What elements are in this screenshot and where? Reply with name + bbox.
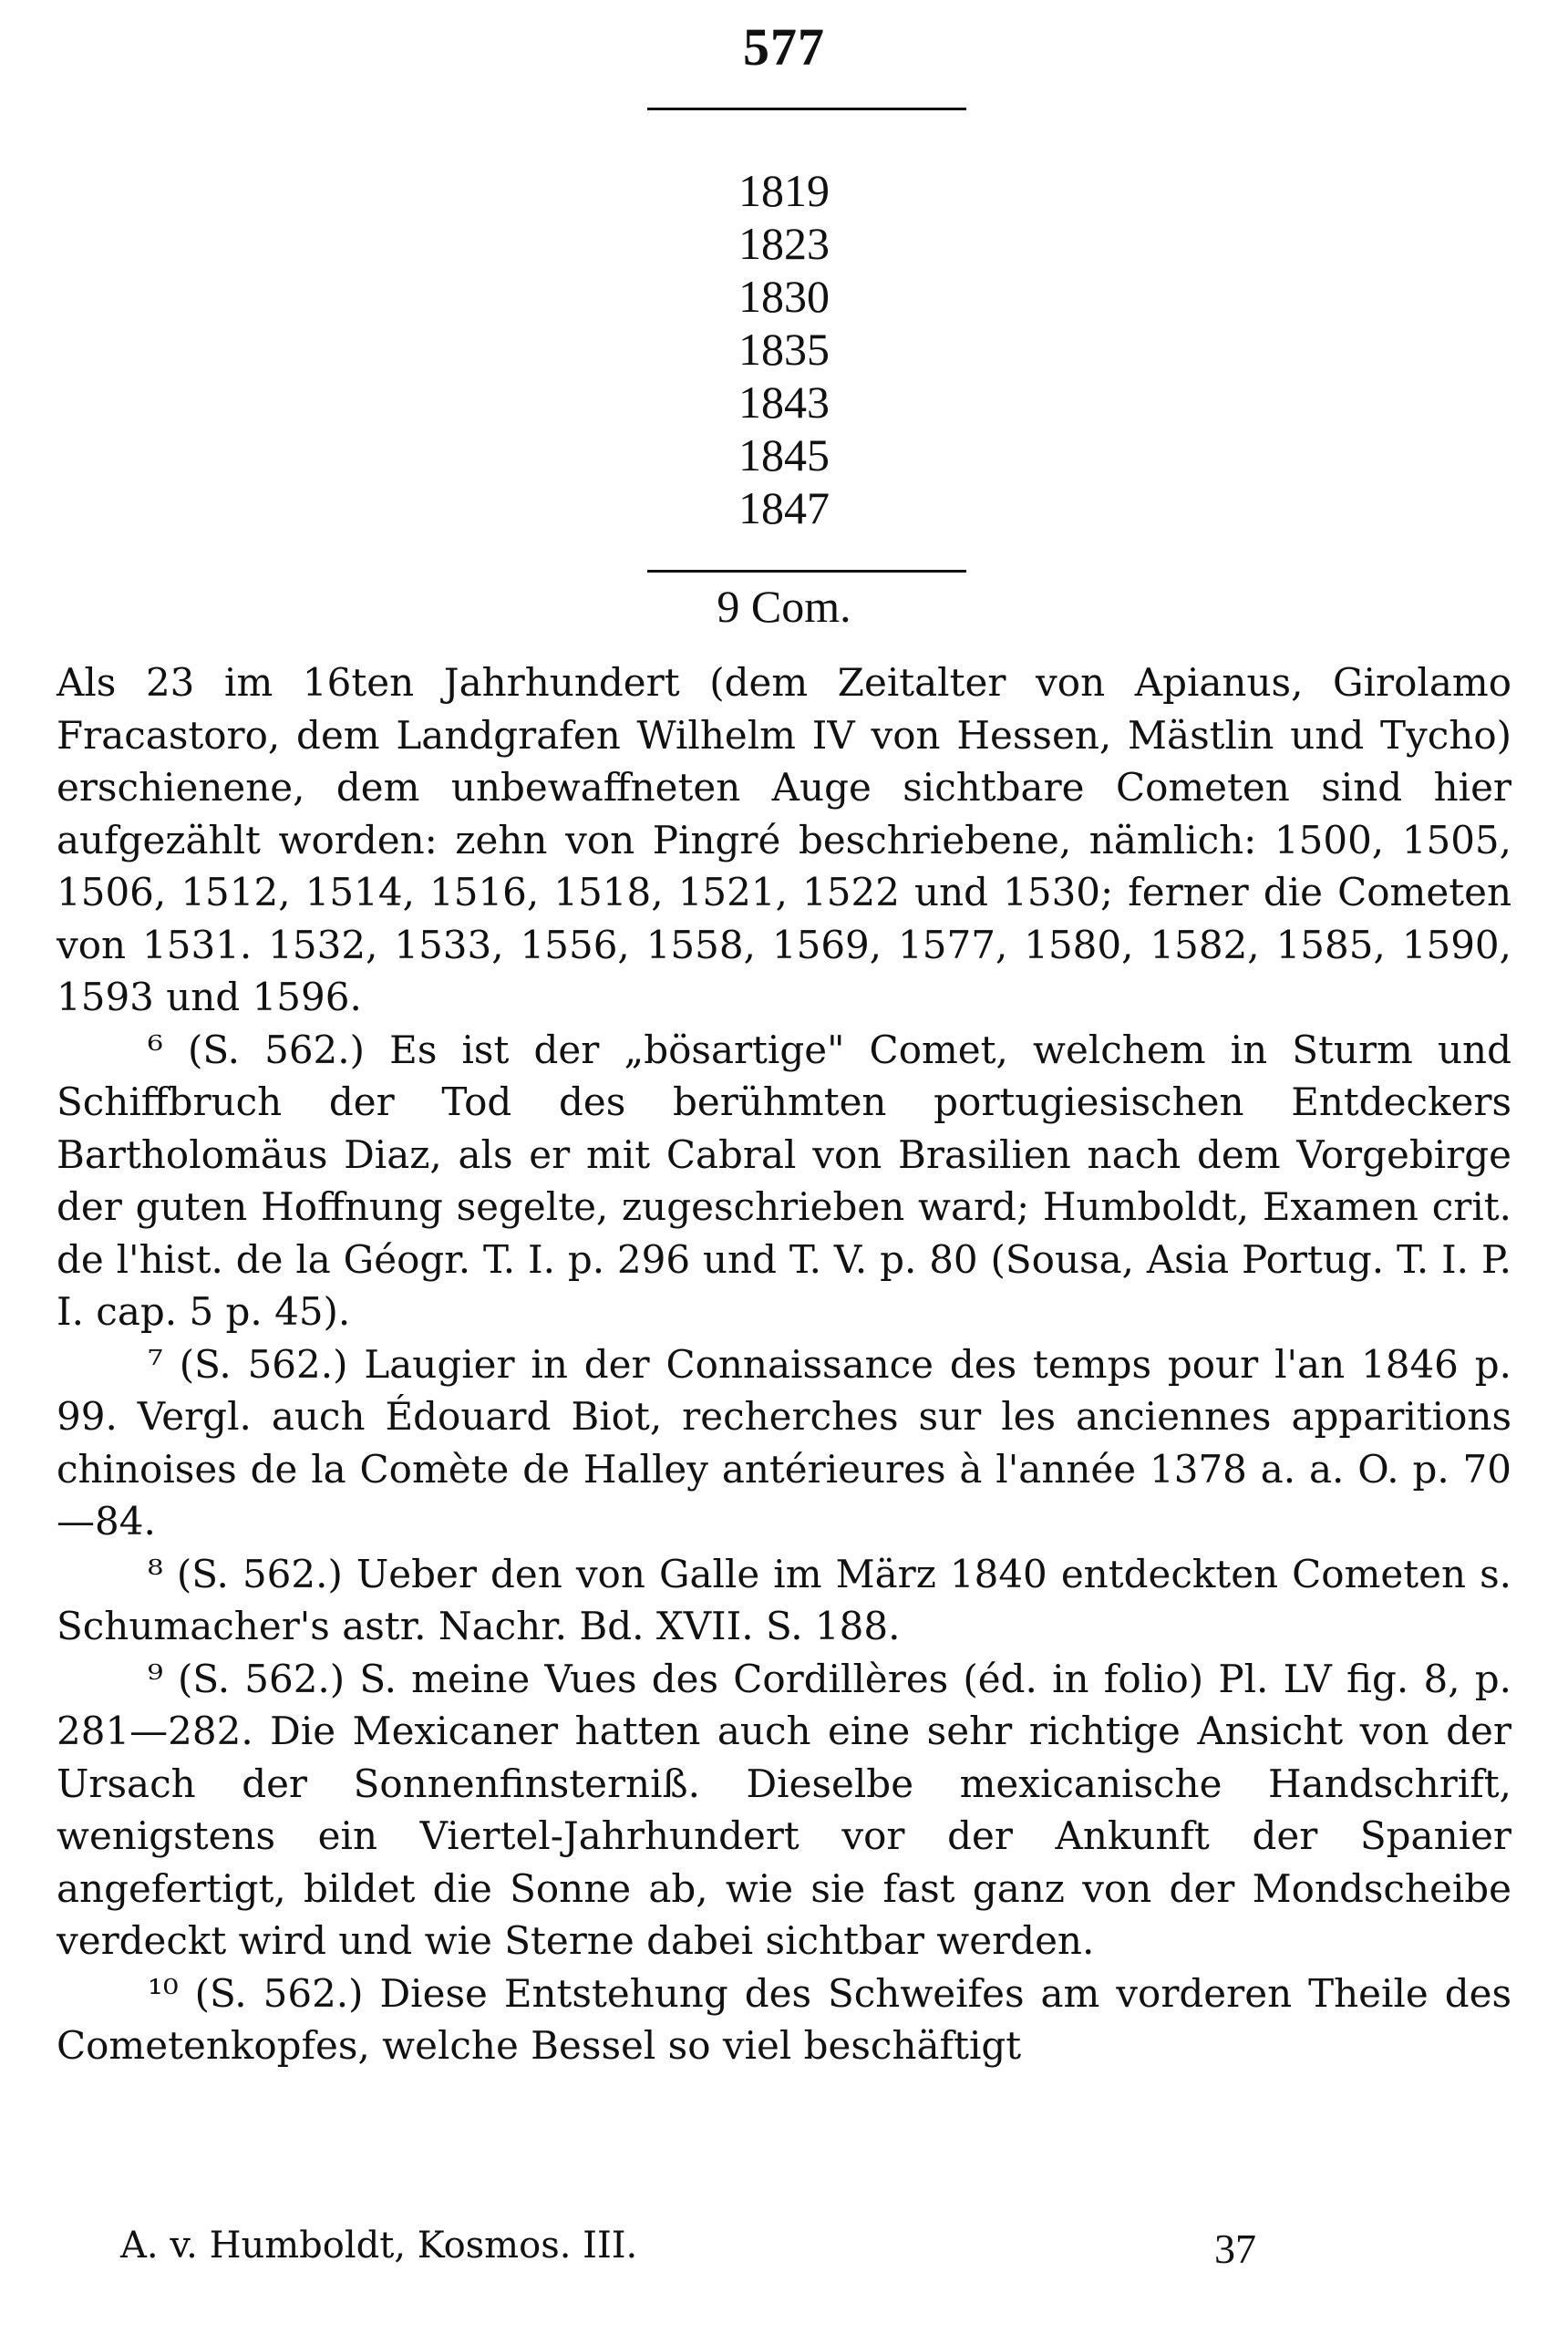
year-entry: 1823 bbox=[738, 218, 830, 269]
paragraph: Als 23 im 16ten Jahrhundert (dem Zeitalter von Apianus, Girolamo Fracastoro, dem Landgrafen Wilhelm IV von Hessen, Mästlin und Tycho) erschienene, dem unbewaffneten Auge sichtbare Cometen sind hier aufgezählt worden: zehn von Pingré beschriebene, nämlich: 1500, 1505, 1506, 1512, 1514, 1516, 1518, 1521, 1522 und 1530; ferner die Cometen von 1531. 1532, 1533, 1556, 1558, 1569, 1577, 1580, 1582, 1585, 1590, 1593 und 1596. bbox=[57, 660, 1511, 1019]
footnote-9: ⁹ (S. 562.) S. meine Vues des Cordillères (éd. in folio) Pl. LV fig. 8, p. 281—282. Die Mexicaner hatten auch eine sehr richtige Ansicht von der Ursach der Sonnenfinsterniß. Dieselbe mexicanische Handschrift, wenigstens ein Viertel-Jahrhundert vor der Ankunft der Spanier angefertigt, bildet die Sonne ab, wie sie fast ganz von der Mondscheibe verdeckt wird und wie Sterne dabei sichtbar werden. bbox=[57, 1656, 1511, 1963]
footnote-6: ⁶ (S. 562.) Es ist der „bösartige" Comet, welchem in Sturm und Schiffbruch der Tod des berühmten portugiesischen Entdeckers Bartholomäus Diaz, als er mit Cabral von Brasilien nach dem Vorgebirge der guten Hoffnung segelte, zugeschrieben ward; Humboldt, Examen crit. de l'hist. de la Géogr. T. I. p. 296 und T. V. p. 80 (Sousa, Asia Portug. T. I. P. I. cap. 5 p. 45). bbox=[57, 1027, 1511, 1334]
comet-count: 9 Com. bbox=[717, 581, 851, 632]
year-list bbox=[0, 164, 1568, 534]
year-entry: 1819 bbox=[738, 165, 830, 216]
footnote-8: ⁸ (S. 562.) Ueber den von Galle im März 1840 entdeckten Cometen s. Schumacher's astr. Nachr. Bd. XVII. S. 188. bbox=[57, 1551, 1511, 1648]
page-number: 577 bbox=[743, 17, 825, 77]
year-entry: 1845 bbox=[738, 429, 830, 480]
footnote-7: ⁷ (S. 562.) Laugier in der Connaissance des temps pour l'an 1846 p. 99. Vergl. auch Édouard Biot, recherches sur les anciennes apparitions chinoises de la Comète de Halley antérieures à l'année 1378 a. a. O. p. 70—84. bbox=[57, 1341, 1511, 1544]
top-rule bbox=[647, 108, 966, 110]
body-text bbox=[57, 656, 1511, 2072]
sum-rule bbox=[647, 570, 966, 573]
footer-signature: A. v. Humboldt, Kosmos. III. bbox=[120, 2225, 638, 2267]
year-entry: 1843 bbox=[738, 377, 830, 428]
sheet-number: 37 bbox=[1214, 2226, 1256, 2272]
year-entry: 1847 bbox=[738, 482, 830, 533]
year-entry: 1835 bbox=[738, 324, 830, 375]
year-entry: 1830 bbox=[738, 271, 830, 322]
footnote-10: ¹⁰ (S. 562.) Diese Entstehung des Schweifes am vorderen Theile des Cometenkopfes, welche Bessel so viel beschäftigt bbox=[57, 1970, 1511, 2068]
